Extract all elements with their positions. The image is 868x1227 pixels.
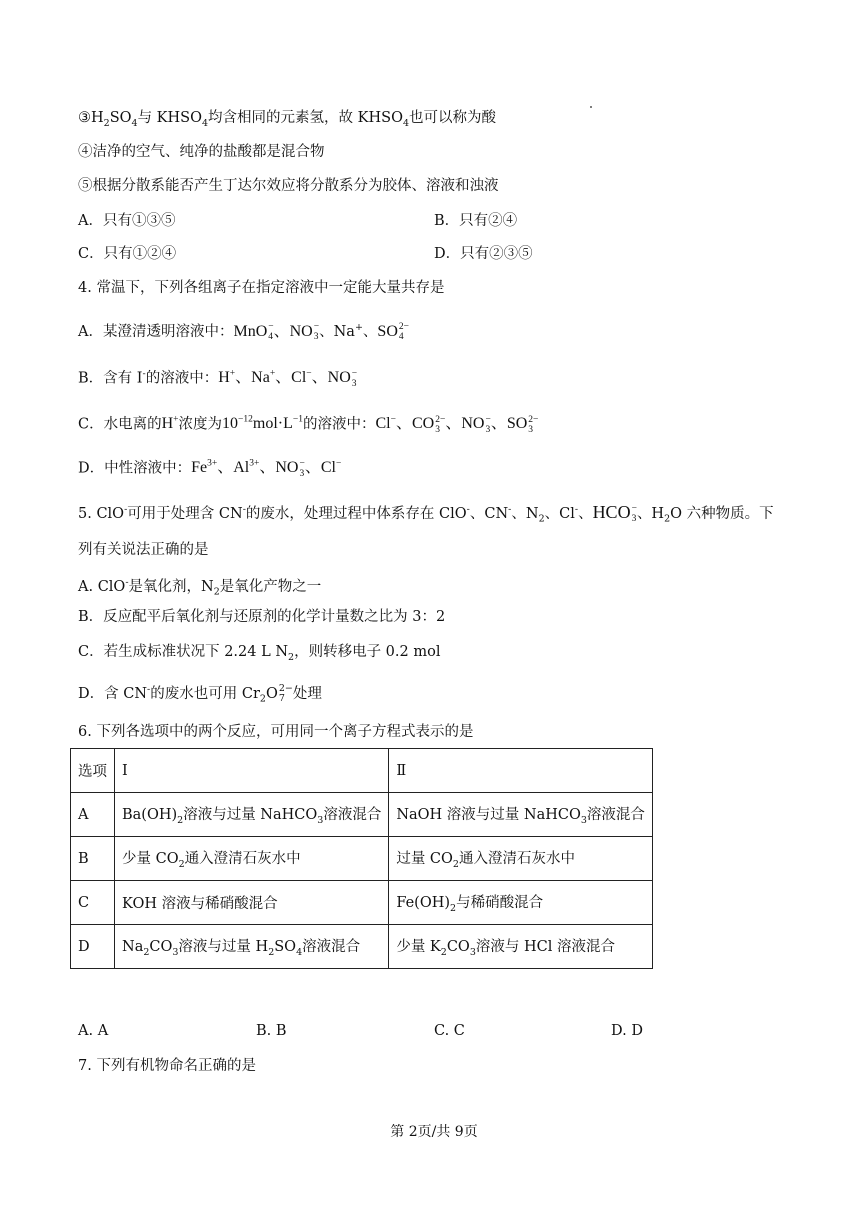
row-option-label: B (71, 837, 115, 881)
q6-option-d[interactable]: D. D (611, 1023, 643, 1039)
q3-option-b[interactable]: B．只有②④ (434, 213, 518, 229)
row-reaction-ii: $Fe(OH)_2$与稀硝酸混合 (389, 881, 653, 925)
row-reaction-i: KOH 溶液与稀硝酸混合 (115, 881, 389, 925)
q5-stem-line1: 5. ClO-可用于处理含 CN-的废水，处理过程中体系存在 ClO-、CN-、$N_2$、Cl-、HCO − 3 、$H_2O$ 六种物质。下 (78, 501, 774, 525)
table-row (71, 881, 653, 925)
row-reaction-ii: 过量 $CO_2$通入澄清石灰水中 (389, 837, 653, 881)
header-cell-ii: Ⅱ (389, 749, 653, 793)
q6-option-c[interactable]: C. C (434, 1023, 465, 1039)
row-option-label: A (71, 793, 115, 837)
q4-option-a[interactable]: A．某澄清透明溶液中：MnO − 4 、NO − 3 、Na+、SO 2− 4 (78, 322, 409, 343)
header-cell-i: Ⅰ (115, 749, 389, 793)
q5-option-d[interactable]: D．含 CN-的废水也可用 $Cr_2O$ 2− 7 处理 (78, 682, 322, 705)
table-header-row (71, 749, 653, 793)
q4-option-c[interactable]: C．水电离的H+浓度为$10^{-12}mol\cdot L^{-1}$的溶液中：Cl−、CO 2− 3 、NO − 3 、SO 2− 3 (78, 414, 539, 435)
row-reaction-i: 少量 $CO_2$通入澄清石灰水中 (115, 837, 389, 881)
table-row (71, 837, 653, 881)
q4-option-d[interactable]: D．中性溶液中：$Fe^{3+}$、$Al^{3+}$、NO − 3 、Cl− (78, 458, 342, 479)
row-reaction-ii: 少量 $K_2CO_3$溶液与 HCl 溶液混合 (389, 925, 653, 969)
q3-statement-3: $③H_2SO_4$与 $KHSO_4$均含相同的元素氢，故 $KHSO_4$也可以称为酸 (78, 110, 497, 129)
q6-option-a[interactable]: A. A (78, 1023, 109, 1039)
table-row (71, 925, 653, 969)
q3-option-c[interactable]: C．只有①②④ (78, 246, 177, 262)
q5-option-c[interactable]: C．若生成标准状况下 2.24 L $N_2$，则转移电子 0.2 mol (78, 644, 441, 663)
q3-option-a[interactable]: A．只有①③⑤ (78, 213, 176, 229)
row-reaction-i: $Ba(OH)_2$溶液与过量 NaHCO$_3$溶液混合 (115, 793, 389, 837)
q5-option-a[interactable]: A. ClO-是氧化剂，$N_2$是氧化产物之一 (78, 577, 322, 598)
stray-dot (590, 106, 592, 108)
q4-stem: 4. 常温下，下列各组离子在指定溶液中一定能大量共存是 (78, 280, 445, 296)
header-cell-option: 选项 (71, 749, 115, 793)
row-reaction-ii: NaOH 溶液与过量 NaHCO$_3$溶液混合 (389, 793, 653, 837)
q3-statement-4: ④洁净的空气、纯净的盐酸都是混合物 (78, 144, 325, 160)
q5-option-b[interactable]: B．反应配平后氧化剂与还原剂的化学计量数之比为 3：2 (78, 609, 446, 625)
q4-option-b[interactable]: B．含有 I-的溶液中：H+、Na+、Cl−、NO − 3 (78, 368, 358, 389)
row-reaction-i: $Na_2CO_3$溶液与过量 $H_2SO_4$溶液混合 (115, 925, 389, 969)
page-footer: 第 2页/共 9页 (390, 1124, 478, 1140)
q6-option-b[interactable]: B. B (256, 1023, 287, 1039)
q7-stem: 7. 下列有机物命名正确的是 (78, 1058, 256, 1074)
row-option-label: C (71, 881, 115, 925)
q6-stem: 6. 下列各选项中的两个反应，可用同一个离子方程式表示的是 (78, 724, 474, 740)
q5-stem-line2: 列有关说法正确的是 (78, 542, 209, 558)
q6-table (70, 748, 653, 969)
row-option-label: D (71, 925, 115, 969)
q3-option-d[interactable]: D．只有②③⑤ (434, 246, 533, 262)
table-row (71, 793, 653, 837)
q3-statement-5: ⑤根据分散系能否产生丁达尔效应将分散系分为胶体、溶液和浊液 (78, 178, 499, 194)
